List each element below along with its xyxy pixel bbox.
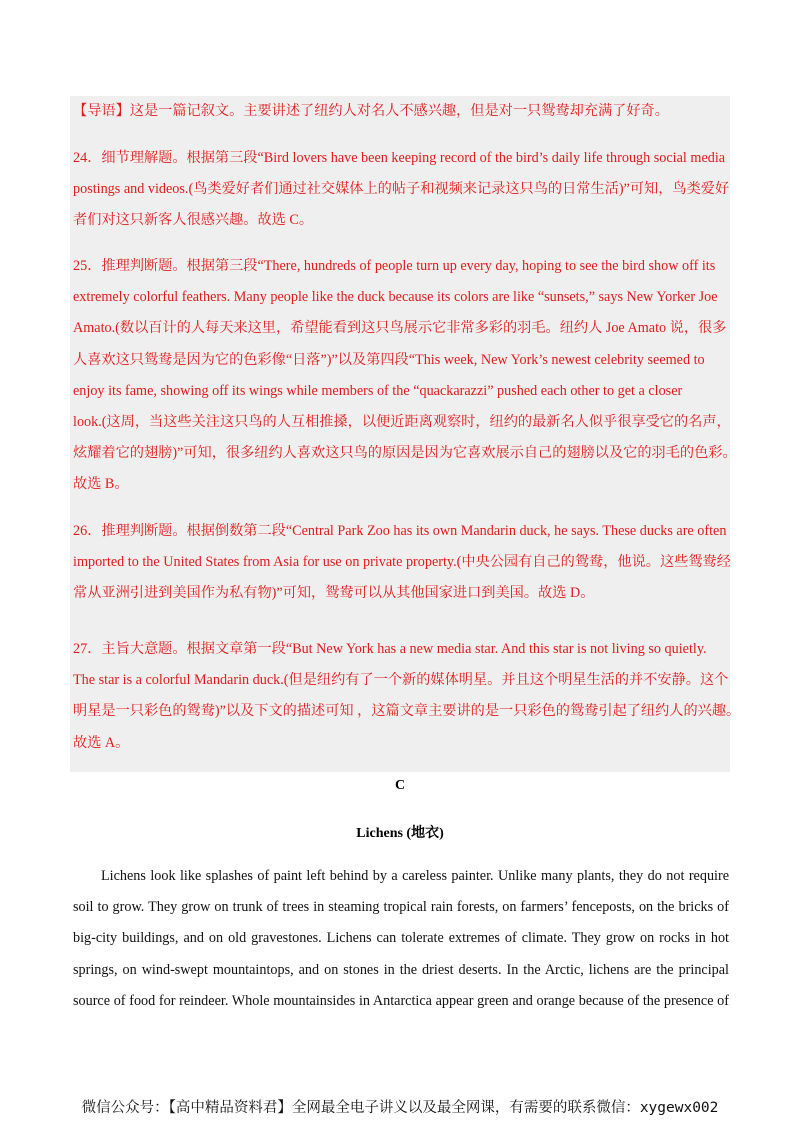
answer-q27 [73, 634, 741, 759]
q27-line: The star is a colorful Mandarin duck.(但是纽约有了一个新的媒体明星。并且这个明星生活的并不安静。这个 [73, 672, 729, 689]
q24-line: 者们对这只新客人很感兴趣。故选 C。 [73, 212, 314, 229]
passage-line: big-city buildings, and on old gravestones. Lichens can tolerate extremes of climate. They grow on rocks in hot [73, 930, 729, 947]
q24-line: 24．细节理解题。根据第三段“Bird lovers have been keeping record of the bird’s daily life through social media [73, 150, 726, 166]
q25-line: 25．推理判断题。根据第三段“There, hundreds of people turn up every day, hoping to see the bird show off its [73, 258, 716, 274]
q25-line: 人喜欢这只鸳鸯是因为它的色彩像“日落”)”以及第四段“This week, New York’s newest celebrity seemed to [73, 351, 705, 368]
q25-line: enjoy its fame, showing off its wings while members of the “quackarazzi” pushed each other to get a closer [73, 382, 683, 399]
q26-line: 26．推理判断题。根据倒数第二段“Central Park Zoo has its own Mandarin duck, he says. These ducks are often [73, 523, 727, 539]
q25-line: look.(这周，当这些关注这只鸟的人互相推搡，以便近距离观察时，纽约的最新名人似乎很享受它的名声， [73, 413, 731, 430]
q25-line: Amato.(数以百计的人每天来这里，希望能看到这只鸟展示它非常多彩的羽毛。纽约人 Joe Amato 说，很多 [73, 320, 727, 337]
q27-line: 故选 A。 [73, 734, 130, 751]
passage-line: Lichens look like splashes of paint left behind by a careless painter. Unlike many plants, they do not require [101, 868, 729, 884]
q27-line: 27．主旨大意题。根据文章第一段“But New York has a new media star. And this star is not living so quietly. [73, 641, 707, 657]
q25-line: 故选 B。 [73, 476, 129, 493]
answer-q25 [73, 251, 737, 501]
intro-line: 【导语】这是一篇记叙文。主要讲述了纽约人对名人不感兴趣，但是对一只鸳鸯却充满了好奇。 [73, 103, 669, 119]
q24-line: postings and videos.(鸟类爱好者们通过社交媒体上的帖子和视频来记录这只鸟的日常生活)”可知，鸟类爱好 [73, 181, 730, 198]
passage-line: soil to grow. They grow on trunk of trees in steaming tropical rain forests, on farmers’ fenceposts, on the bricks of [73, 899, 729, 916]
answer-intro [73, 96, 729, 127]
page-footer [0, 1096, 800, 1117]
footer-promo-text: 微信公众号：【高中精品资料君】全网最全电子讲义以及最全网课，有需要的联系微信： [81, 1100, 640, 1116]
q27-line: 明星是一只彩色的鸳鸯)”以及下文的描述可知 ，这篇文章主要讲的是一只彩色的鸳鸯引起了纽约人的兴趣。 [73, 703, 741, 720]
answer-q24 [73, 143, 729, 237]
article-title: Lichens (地衣) [356, 826, 444, 841]
passage-paragraph [73, 861, 729, 1017]
q26-line: imported to the United States from Asia for use on private property.(中央公园有自己的鸳鸯，他说。这些鸳鸯经 [73, 554, 731, 571]
footer-wechat-id: xygewx002 [639, 1100, 719, 1116]
passage-line: source of food for reindeer. Whole mountainsides in Antarctica appear green and orange because of the presence of [73, 992, 729, 1009]
section-letter: C [394, 778, 406, 793]
q25-line: 炫耀着它的翅膀)”可知，很多纽约人喜欢这只鸟的原因是因为它喜欢展示自己的翅膀以及它的羽毛的色彩。 [73, 445, 737, 462]
passage-line: springs, on wind-swept mountaintops, and on stones in the driest deserts. In the Arctic, lichens are the principal [73, 961, 729, 978]
q26-line: 常从亚洲引进到美国作为私有物)”可知，鸳鸯可以从其他国家进口到美国。故选 D。 [73, 585, 595, 602]
answer-q26 [73, 516, 729, 610]
q25-line: extremely colorful feathers. Many people like the duck because its colors are like “sunsets,” says New Yorker Joe [73, 289, 718, 306]
